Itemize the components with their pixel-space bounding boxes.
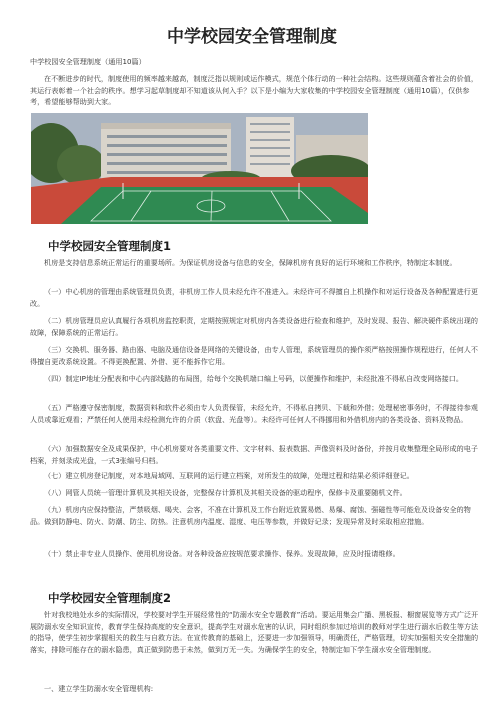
section1-paragraph: （三）交换机、服务器、路由器、电脑及通信设备是网络的关键设备，由专人管理，系统管理员的操作须严格按照操作规程进行，任何人不得擅自更改系统设置。不得更换配置、外借、更不能拆作它用。 xyxy=(30,345,478,366)
section1-paragraph: 机房是支持信息系统正常运行的重要场所。为保证机房设备与信息的安全，保障机房有良好的运行环境和工作秩序，特制定本制度。 xyxy=(44,258,457,267)
intro-paragraph: 在不断进步的时代，制度使用的频率越来越高，制度泛指以规则或运作模式，规范个体行动的一种社会结构。这些规则蕴含着社会的价值，其运行表彰着一个社会的秩序。想学习起草制度却不知道该从何入手？以下是小编为大家收集的中学校园安全管理制度（通用10篇），仅供参考，希望能够帮助到大家。 xyxy=(30,74,478,106)
section1-paragraph: （九）机房内应保持整洁，严禁吸烟、喝夹、会客，不准在计算机及工作台附近放置易燃、易爆、腐蚀、强磁性等可能危及设备安全的物品。做到防静电、防火、防潮、防尘、防热。注意机房内温度、湿度、电压等参数，并做好记录；发现异常及时采取相应措施。 xyxy=(30,505,471,526)
section2-paragraph: 一、建立学生防溺水安全管理机构: xyxy=(44,684,154,693)
section1-paragraph: （四）制定IP地址分配表和中心内部线路的布局图，给每个交换机端口编上号码，以便操作和维护，未经批准不得私自改变网络接口。 xyxy=(44,374,464,383)
section1-paragraph: （八）网管人员统一管理计算机及其相关设备，完整保存计算机及其相关设备的驱动程序，保修卡及重要随机文件。 xyxy=(44,488,407,497)
lead-line: 中学校园安全管理制度（通用10篇） xyxy=(30,57,146,66)
campus-photo xyxy=(31,113,368,224)
section1-paragraph: （五）严格遵守保密制度，数据资料和软件必须由专人负责保管，未经允许，不得私自拷贝、下载和外借；处理秘密事务时，不得接待参观人员或靠近观看；严禁任何人使用未经检测允许的介质（软盘、光盘等）。未经许可任何人不得挪用和外借机房内的各类设备、资料及物品。 xyxy=(30,403,478,424)
section1-paragraph: （二）机房管理员应认真履行各项机房监控职责，定期按照规定对机房内各类设备进行检查和维护，及时发现、报告、解决硬件系统出现的故障，保障系统的正常运行。 xyxy=(30,316,478,337)
section1-paragraph: （十）禁止非专业人员操作、使用机房设备。对各种设备应按规范要求操作、保养。发现故障，应及时报请维修。 xyxy=(44,549,400,558)
document-title: 中学校园安全管理制度 xyxy=(167,27,337,47)
section1-heading: 中学校园安全管理制度1 xyxy=(48,239,172,253)
section2-paragraph: 针对我校地处水乡的实际情况，学校要对学生开展经常性的“防溺水安全专题教育”活动。要运用集会广播、黑板报、橱窗展览等方式广泛开展防溺水安全知识宣传，教育学生保持高度的安全意识，提高学生对溺水危害的认识，同时组织参加过培训的教师对学生进行溺水后救生等方法的指导，使学生初步掌握相关的救生与自救方法。在宣传教育的基础上，还要进一步加强领导，明确责任，严格管理，切实加强相关安全措施的落实，排除可能存在的溺水隐患，真正做到防患于未然，做到万无一失。为确保学生的安全，特制定如下学生溺水安全管理制度。 xyxy=(30,610,479,654)
section1-paragraph: （一）中心机房的管理由系统管理员负责，非机房工作人员未经允许不准进入。未经许可不得擅自上机操作和对运行设备及各种配置进行更改。 xyxy=(30,287,478,308)
section1-paragraph: （七）建立机房登记制度，对本地局域网、互联网的运行建立档案，对所发生的故障，处理过程和结果必须详细登记。 xyxy=(44,471,414,480)
section1-paragraph: （六）加强数据安全及成果保护，中心机房要对各类重要文件、文字材料、报表数据、声像资料及时备份，并按月收集整理全局形成的电子档案，并刻录成光盘，一式3张编号归档。 xyxy=(30,444,478,465)
section2-heading: 中学校园安全管理制度2 xyxy=(48,591,172,605)
campus-photo-illustration xyxy=(31,113,368,224)
